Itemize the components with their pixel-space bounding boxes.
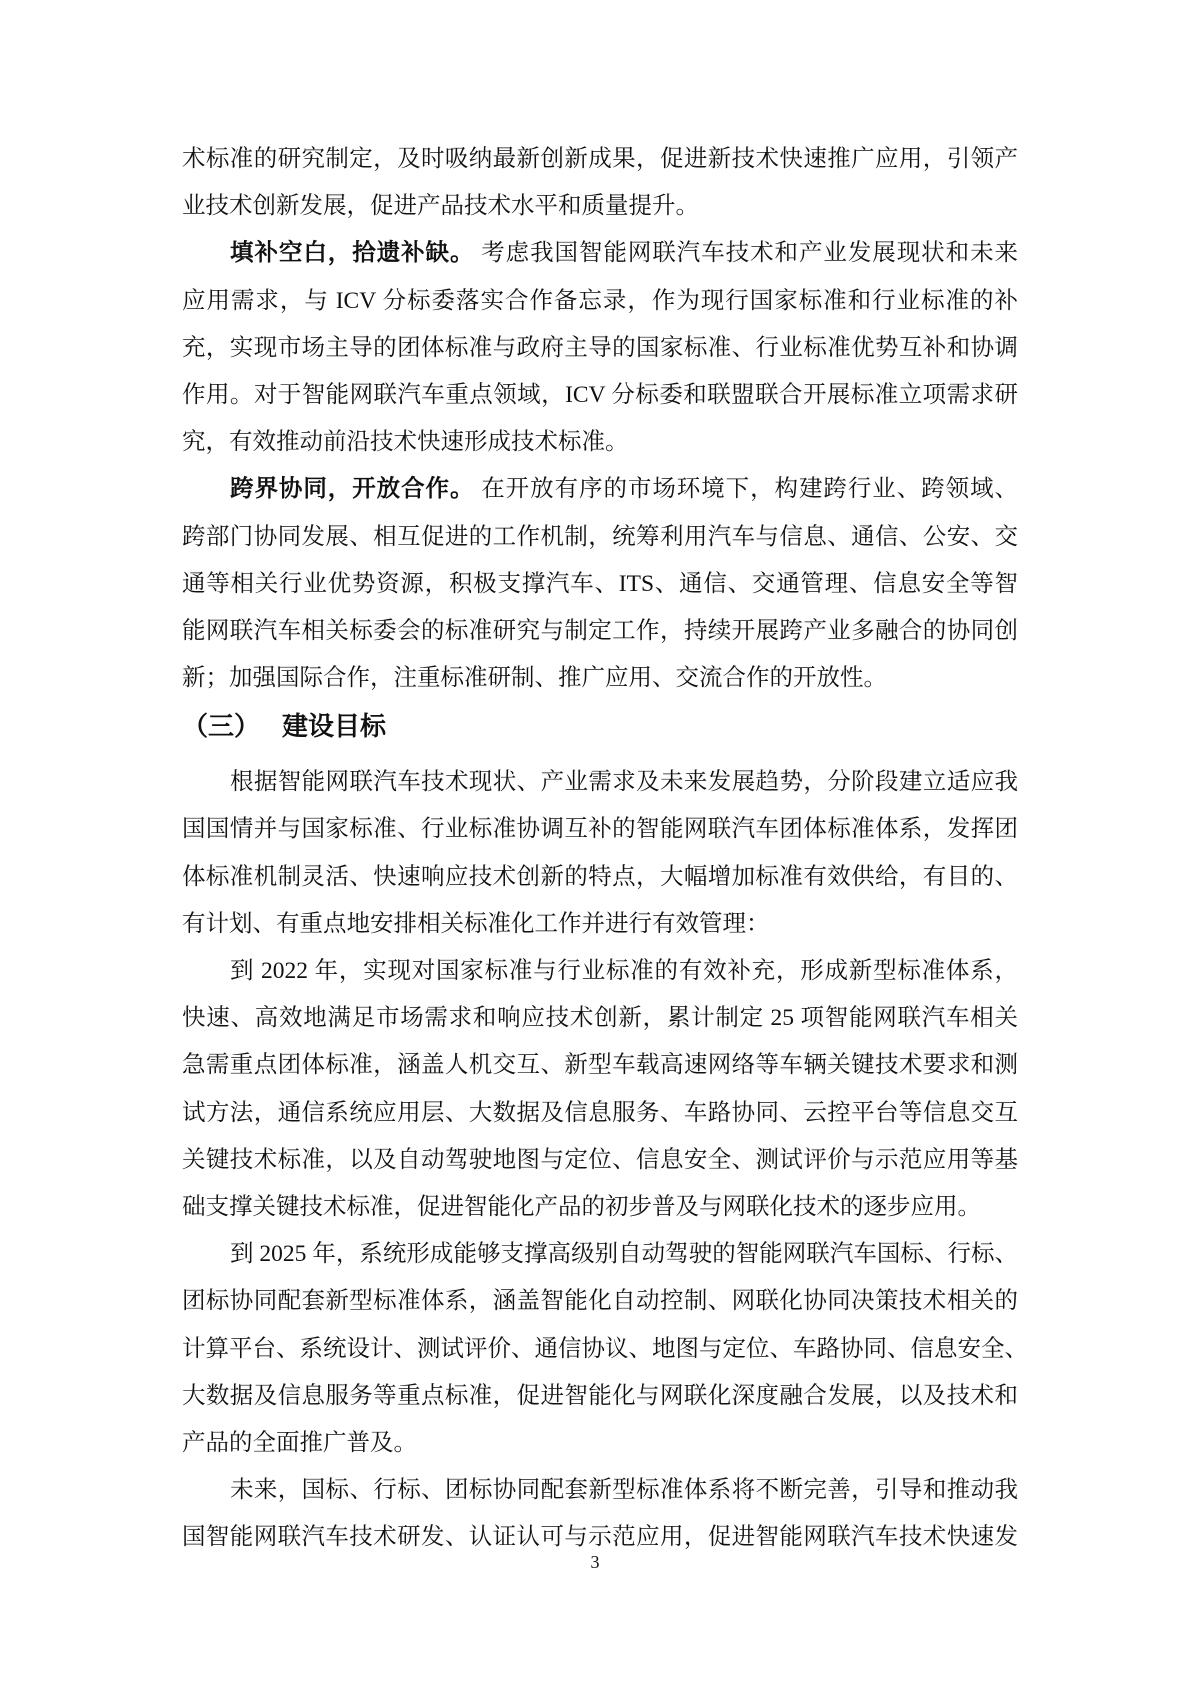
- text-line: [182, 278, 1018, 325]
- line-text: 体标准机制灵活、快速响应技术创新的特点，大幅增加标准有效供给，有目的、: [182, 863, 1018, 890]
- line-text: 急需重点团体标准，涵盖人机交互、新型车载高速网络等车辆关键技术要求和测: [182, 1052, 1018, 1079]
- line-text: 计算平台、系统设计、测试评价、通信协议、地图与定位、车路协同、信息安全、: [182, 1335, 1028, 1362]
- line-text: 到 2022 年，实现对国家标准与行业标准的有效补充，形成新型标准体系，: [230, 958, 1018, 984]
- line-text: 国智能网联汽车技术研发、认证认可与示范应用，促进智能网联汽车技术快速发: [182, 1524, 1018, 1551]
- line-text: 有计划、有重点地安排相关标准化工作并进行有效管理：: [182, 910, 770, 937]
- paragraph: [182, 466, 1018, 702]
- text-line: [182, 514, 1018, 561]
- text-line: [182, 372, 1018, 419]
- text-line: [182, 806, 1018, 853]
- line-text: 关键技术标准，以及自动驾驶地图与定位、信息安全、测试评价与示范应用等基: [182, 1146, 1018, 1173]
- text-line: [182, 466, 1018, 513]
- paragraph: [182, 136, 1018, 230]
- text-line: [182, 1042, 1018, 1089]
- section-title: 建设目标: [282, 712, 387, 742]
- line-text: 产品的全面推广普及。: [182, 1429, 417, 1456]
- line-text: 新；加强国际合作，注重标准研制、推广应用、交流合作的开放性。: [182, 665, 887, 692]
- text-line: [182, 325, 1018, 372]
- line-text: 团标协同配套新型标准体系，涵盖智能化自动控制、网联化协同决策技术相关的: [182, 1288, 1018, 1315]
- text-line: [182, 1090, 1018, 1137]
- text-line: [182, 1326, 1028, 1373]
- line-text: 大数据及信息服务等重点标准，促进智能化与网联化深度融合发展，以及技术和: [182, 1382, 1018, 1409]
- line-text: 能网联汽车相关标委会的标准研究与制定工作，持续开展跨产业多融合的协同创: [182, 617, 1018, 644]
- paragraph: [182, 948, 1018, 1231]
- line-text: 快速、高效地满足市场需求和响应技术创新，累计制定 25 项智能网联汽车相关: [182, 1005, 1018, 1032]
- line-text: 术标准的研究制定，及时吸纳最新创新成果，促进新技术快速推广应用，引领产: [182, 146, 1018, 172]
- line-text: 充，实现市场主导的团体标准与政府主导的国家标准、行业标准优势互补和协调: [182, 334, 1018, 361]
- text-line: [182, 995, 1018, 1042]
- paragraph: [182, 1467, 1018, 1561]
- line-text: 业技术创新发展，促进产品技术水平和质量提升。: [182, 193, 699, 220]
- line-text: 根据智能网联汽车技术现状、产业需求及未来发展趋势，分阶段建立适应我: [230, 769, 1018, 796]
- text-line: [182, 561, 1018, 608]
- line-text: 到 2025 年，系统形成能够支撑高级别自动驾驶的智能网联汽车国标、行标、: [230, 1241, 1018, 1268]
- line-text: 考虑我国智能网联汽车技术和产业发展现状和未来: [474, 240, 1019, 267]
- text-line: [182, 608, 1018, 655]
- paragraph-lead: 填补空白，拾遗补缺。: [230, 240, 475, 267]
- text-line: [182, 1373, 1018, 1420]
- text-line: [182, 1278, 1018, 1325]
- document-body: [182, 136, 1028, 1561]
- text-line: [182, 1184, 1018, 1231]
- line-text: 跨部门协同发展、相互促进的工作机制，统筹利用汽车与信息、通信、公安、交: [182, 523, 1018, 550]
- line-text: 试方法，通信系统应用层、大数据及信息服务、车路协同、云控平台等信息交互: [182, 1099, 1018, 1126]
- line-text: 在开放有序的市场环境下，构建跨行业、跨领域、: [474, 476, 1019, 503]
- text-line: [182, 230, 1018, 277]
- paragraph: [182, 230, 1018, 466]
- section-number: （三）: [182, 712, 261, 742]
- section-heading: [182, 702, 1018, 756]
- text-line: [182, 136, 1018, 183]
- text-line: [182, 1467, 1018, 1514]
- text-line: [182, 854, 1018, 901]
- text-line: [182, 655, 1018, 702]
- line-text: 通等相关行业优势资源，积极支撑汽车、ITS、通信、交通管理、信息安全等智: [182, 570, 1018, 597]
- line-text: 础支撑关键技术标准，促进智能化产品的初步普及与网联化技术的逐步应用。: [182, 1193, 981, 1220]
- line-text: 应用需求，与 ICV 分标委落实合作备忘录，作为现行国家标准和行业标准的补: [182, 287, 1018, 314]
- line-text: 究，有效推动前沿技术快速形成技术标准。: [182, 429, 629, 456]
- text-line: [182, 1137, 1018, 1184]
- text-line: [182, 901, 1018, 948]
- line-text: 国国情并与国家标准、行业标准协调互补的智能网联汽车团体标准体系，发挥团: [182, 816, 1018, 843]
- text-line: [182, 948, 1018, 995]
- line-text: 未来，国标、行标、团标协同配套新型标准体系将不断完善，引导和推动我: [230, 1477, 1018, 1504]
- text-line: [182, 1231, 1018, 1278]
- paragraph: [182, 1231, 1028, 1467]
- line-text: 作用。对于智能网联汽车重点领域，ICV 分标委和联盟联合开展标准立项需求研: [182, 381, 1018, 408]
- paragraph: [182, 759, 1018, 948]
- text-line: [182, 1420, 1018, 1467]
- text-line: [182, 759, 1018, 806]
- text-line: [182, 419, 1018, 466]
- paragraph-lead: 跨界协同，开放合作。: [230, 476, 475, 503]
- page-number: 3: [590, 1552, 600, 1572]
- text-line: [182, 183, 1018, 230]
